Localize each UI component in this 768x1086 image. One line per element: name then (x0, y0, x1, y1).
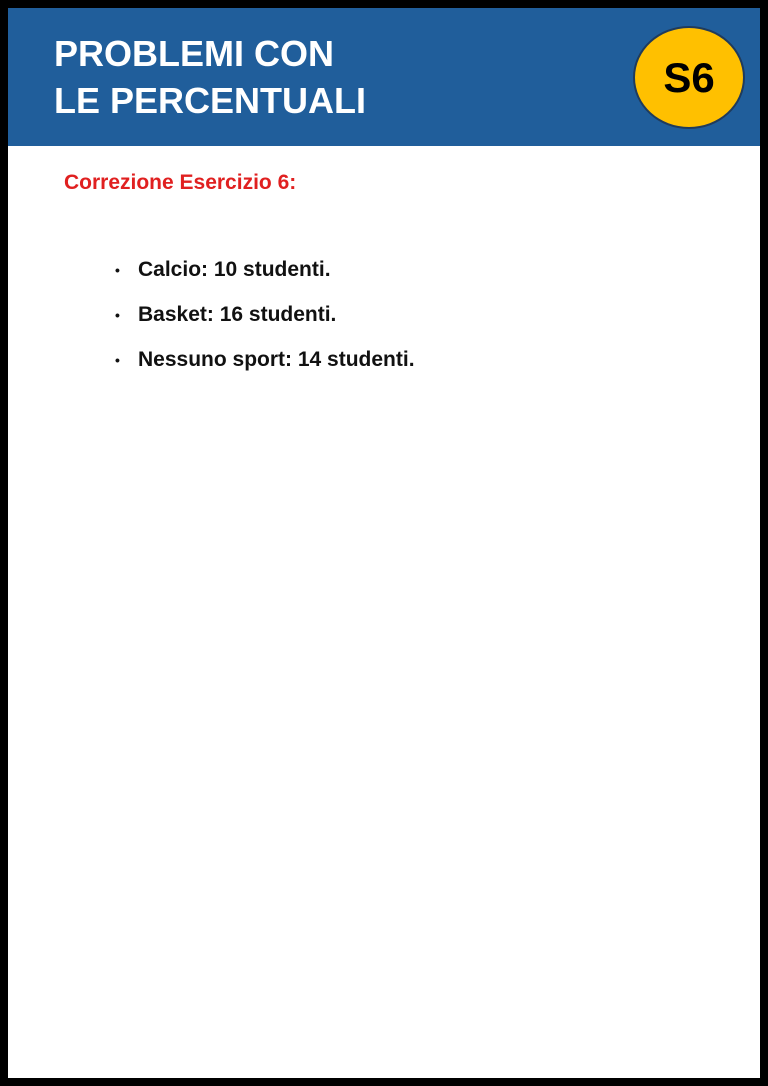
section-badge: S6 (633, 26, 745, 129)
bullet-icon: • (115, 262, 120, 278)
list-item (112, 346, 415, 391)
correction-heading: Correzione Esercizio 6: (64, 171, 297, 194)
page-title (54, 30, 366, 124)
answer-text: Nessuno sport: 14 studenti. (138, 348, 415, 371)
answer-list (112, 256, 415, 391)
title-line-1: PROBLEMI CON (54, 33, 335, 74)
answer-text: Calcio: 10 studenti. (138, 258, 331, 281)
bullet-icon: • (115, 352, 120, 368)
bullet-icon: • (115, 307, 120, 323)
list-item (112, 301, 415, 346)
header-banner (8, 8, 760, 146)
answer-text: Basket: 16 studenti. (138, 303, 337, 326)
title-line-2: LE PERCENTUALI (54, 80, 367, 121)
list-item (112, 256, 415, 301)
